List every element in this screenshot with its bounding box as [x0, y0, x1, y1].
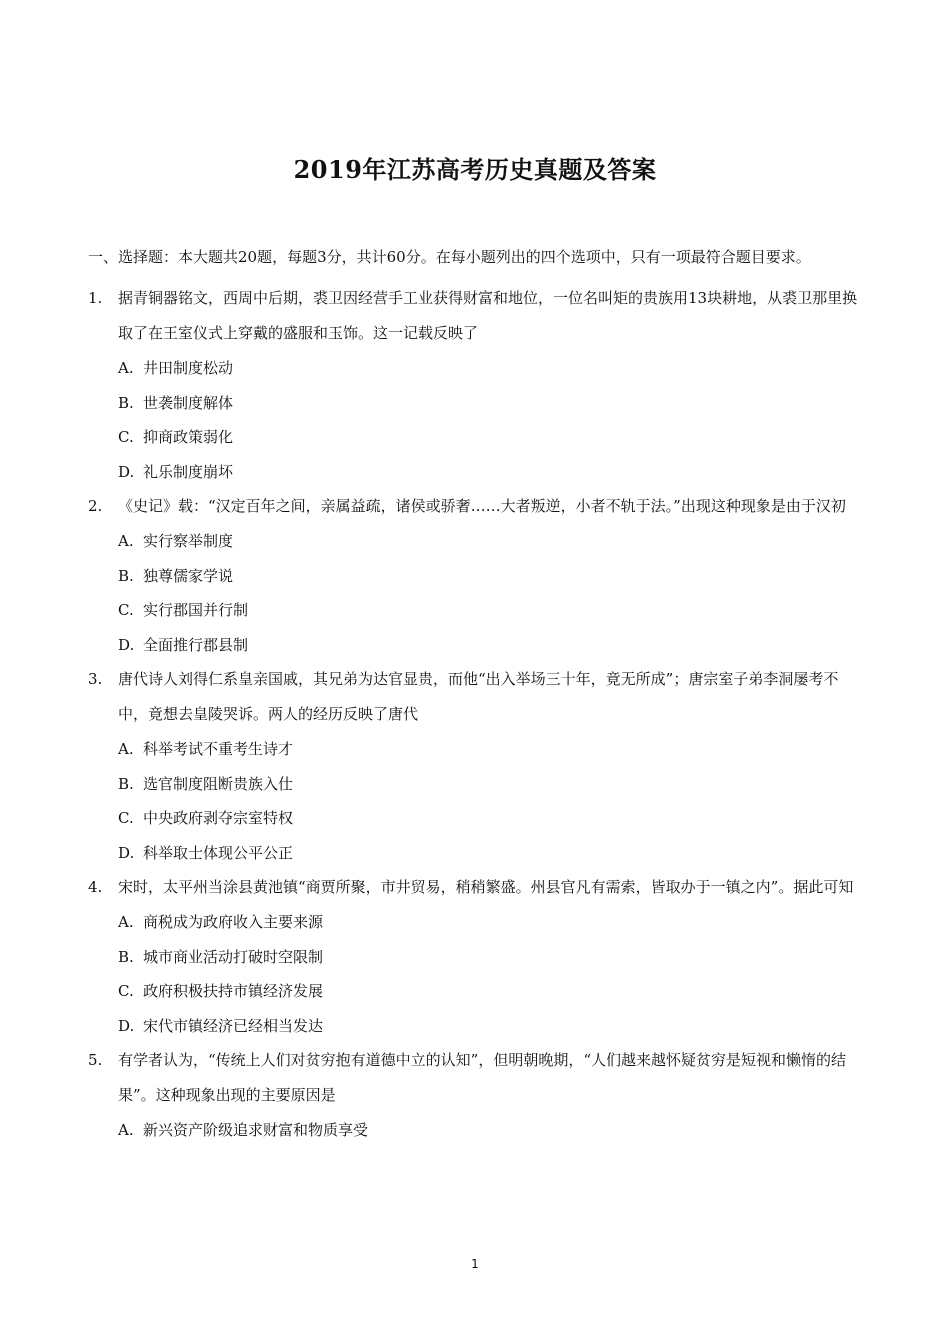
question-text: 《史记》载：“汉定百年之间，亲属益疏，诸侯或骄奢……大者叛逆，小者不轨于法。”出现这种现象是由于汉初	[118, 497, 846, 515]
option-text: 独尊儒家学说	[143, 566, 234, 585]
question-number: 1.	[88, 289, 103, 307]
option-text: 城市商业活动打破时空限制	[143, 947, 324, 966]
question-text: 宋时，太平州当涂县黄池镇“商贾所聚，市井贸易，稍稍繁盛。州县官凡有需索，皆取办于一镇之内”。据此可知	[118, 878, 854, 896]
option-letter: B.	[118, 393, 134, 412]
option-text: 商税成为政府收入主要来源	[143, 913, 324, 931]
page-number: 1	[471, 1257, 479, 1271]
option-text: 全面推行郡县制	[143, 635, 249, 654]
option-letter: A.	[118, 532, 134, 550]
option-text: 实行郡国并行制	[143, 601, 249, 619]
option-text: 实行察举制度	[143, 532, 234, 550]
question-4	[88, 870, 868, 1043]
option-letter: C.	[118, 809, 134, 827]
option-letter: B.	[118, 947, 134, 966]
question-stem	[88, 870, 868, 905]
option-letter: C.	[118, 428, 134, 446]
question-number: 4.	[88, 878, 103, 896]
question-stem	[88, 662, 868, 732]
option-text: 井田制度松动	[143, 359, 234, 377]
option-text: 宋代市镇经济已经相当发达	[143, 1016, 324, 1035]
option-letter: B.	[118, 566, 134, 585]
question-2	[88, 489, 868, 662]
question-text: 唐代诗人刘得仁系皇亲国戚，其兄弟为达官显贵，而他“出入举场三十年，竟无所成”；唐宗室子弟李洞屡考不中，竟想去皇陵哭诉。两人的经历反映了唐代	[118, 670, 839, 723]
option-a	[88, 1113, 868, 1148]
option-text: 抑商政策弱化	[143, 428, 234, 446]
option-letter: A.	[118, 1121, 134, 1139]
option-text: 礼乐制度崩坏	[143, 462, 234, 481]
question-3	[88, 662, 868, 870]
option-d	[88, 1009, 868, 1044]
option-letter: C.	[118, 982, 134, 1000]
option-d	[88, 455, 868, 490]
option-c	[88, 974, 868, 1009]
option-b	[88, 386, 868, 421]
question-5	[88, 1043, 868, 1148]
option-d	[88, 628, 868, 663]
question-list	[88, 281, 868, 1148]
option-c	[88, 420, 868, 455]
question-number: 5.	[88, 1051, 103, 1069]
page-title: 2019年江苏高考历史真题及答案	[293, 155, 657, 184]
option-letter: D.	[118, 1016, 135, 1035]
option-letter: D.	[118, 635, 135, 654]
option-letter: A.	[118, 913, 134, 931]
question-number: 2.	[88, 497, 103, 515]
question-stem	[88, 489, 868, 524]
option-letter: B.	[118, 774, 134, 793]
option-d	[88, 836, 868, 871]
question-text: 据青铜器铭文，西周中后期，裘卫因经营手工业获得财富和地位，一位名叫矩的贵族用13块耕地，从裘卫那里换取了在王室仪式上穿戴的盛服和玉饰。这一记载反映了	[118, 289, 858, 342]
option-text: 科举取士体现公平公正	[143, 843, 294, 862]
question-text: 有学者认为，“传统上人们对贫穷抱有道德中立的认知”，但明朝晚期，“人们越来越怀疑贫穷是短视和懒惰的结果”。这种现象出现的主要原因是	[118, 1051, 847, 1104]
question-1	[88, 281, 868, 489]
option-text: 科举考试不重考生诗才	[143, 740, 294, 758]
option-letter: C.	[118, 601, 134, 619]
option-letter: D.	[118, 843, 135, 862]
option-text: 中央政府剥夺宗室特权	[143, 809, 294, 827]
option-a	[88, 905, 868, 940]
option-text: 选官制度阻断贵族入仕	[143, 774, 294, 793]
option-letter: A.	[118, 740, 134, 758]
option-b	[88, 767, 868, 802]
question-stem	[88, 281, 868, 351]
option-c	[88, 801, 868, 836]
option-b	[88, 559, 868, 594]
section-intro: 一、选择题：本大题共20题，每题3分，共计60分。在每小题列出的四个选项中，只有一项最符合题目要求。	[88, 248, 811, 266]
option-letter: A.	[118, 359, 134, 377]
option-letter: D.	[118, 462, 135, 481]
option-text: 政府积极扶持市镇经济发展	[143, 982, 324, 1000]
option-a	[88, 732, 868, 767]
option-a	[88, 351, 868, 386]
option-text: 新兴资产阶级追求财富和物质享受	[143, 1121, 369, 1139]
question-number: 3.	[88, 670, 103, 688]
option-text: 世袭制度解体	[143, 393, 234, 412]
option-b	[88, 940, 868, 975]
option-c	[88, 593, 868, 628]
question-stem	[88, 1043, 868, 1113]
option-a	[88, 524, 868, 559]
